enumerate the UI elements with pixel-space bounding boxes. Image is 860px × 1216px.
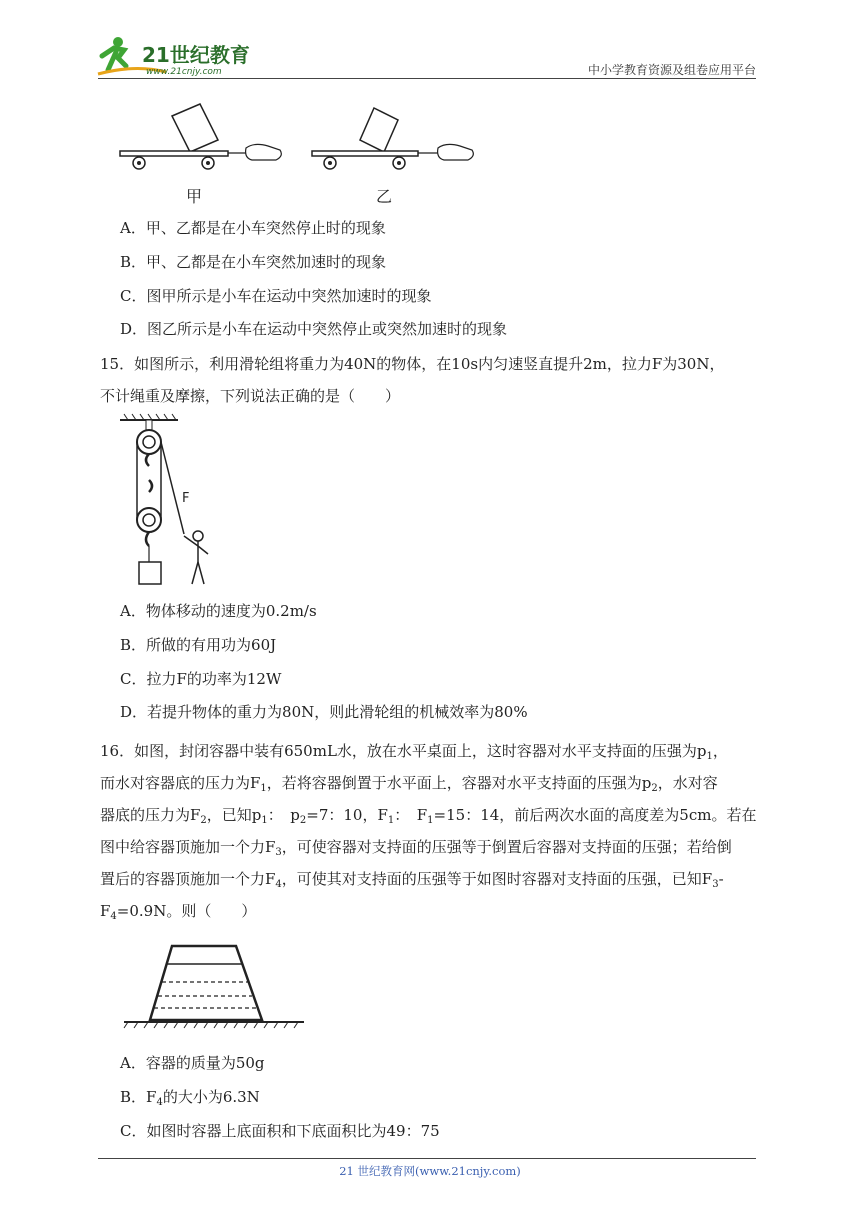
q16-stem: 16．如图，封闭容器中装有650mL水，放在水平桌面上，这时容器对水平支持面的压强为$p_1$， 而水对容器底的压力为$F_1$，若将容器倒置于水平面上，容器对水平支持面的压强为$p_2$，水对容 器底的压力为$F_2$，已知$p_1$： $p_2=7$：10，$F_1$： $F_1=15$：14，前后两次水面的高度差为5cm。若在 图中给容器顶施加一个力$F_3$，可使容器对支持面的压强等于倒置后容器对支持面的压强；若给倒 置后的容器顶施加一个力$F_4$，可使其对支持面的压强等于如图时容器对支持面的压强，已知$F_3-$ $F_4=0.9N$。则（ ）	[100, 742, 757, 922]
cart-jia	[120, 104, 281, 206]
q15-option-c: C．拉力F的功率为12W	[120, 670, 282, 688]
q16-option-a: A．容器的质量为50g	[120, 1054, 265, 1072]
q14-option-c: C．图甲所示是小车在运动中突然加速时的现象	[120, 287, 432, 305]
footer-link[interactable]: 21 世纪教育网(www.21cnjy.com)	[339, 1164, 521, 1178]
svg-text:甲: 甲	[186, 187, 203, 206]
q15-stem	[100, 348, 760, 412]
cart-figure	[112, 100, 482, 210]
q16-option-c: C．如图时容器上底面积和下底面积比为49：75	[120, 1122, 440, 1140]
pulley-figure	[112, 412, 222, 592]
site-logo	[96, 34, 256, 78]
header-divider	[98, 78, 756, 79]
q15-line: 15．如图所示，利用滑轮组将重力为40N的物体，在10s内匀速竖直提升2m，拉力F为30N，	[100, 355, 725, 373]
platform-title: 中小学教育资源及组卷应用平台	[587, 63, 756, 77]
svg-text:21世纪教育: 21世纪教育	[142, 43, 250, 67]
q14-option-d: D．图乙所示是小车在运动中突然停止或突然加速时的现象	[120, 320, 508, 338]
q16-option-b: B．$F_4$的大小为6.3N	[120, 1088, 260, 1108]
svg-text:www.21cnjy.com: www.21cnjy.com	[146, 67, 222, 77]
q15-option-a: A．物体移动的速度为0.2m/s	[120, 602, 317, 620]
footer-divider	[98, 1158, 756, 1159]
svg-text:乙: 乙	[376, 187, 393, 206]
q15-option-d: D．若提升物体的重力为80N，则此滑轮组的机械效率为80%	[120, 703, 528, 721]
q14-option-a: A．甲、乙都是在小车突然停止时的现象	[120, 219, 386, 237]
q14-option-b: B．甲、乙都是在小车突然加速时的现象	[120, 253, 387, 271]
cart-yi	[312, 108, 473, 206]
container-figure	[120, 938, 310, 1032]
q15-option-b: B．所做的有用功为60J	[120, 636, 277, 654]
q15-line: 不计绳重及摩擦，下列说法正确的是（ ）	[100, 387, 401, 405]
svg-text:F: F	[182, 491, 190, 506]
